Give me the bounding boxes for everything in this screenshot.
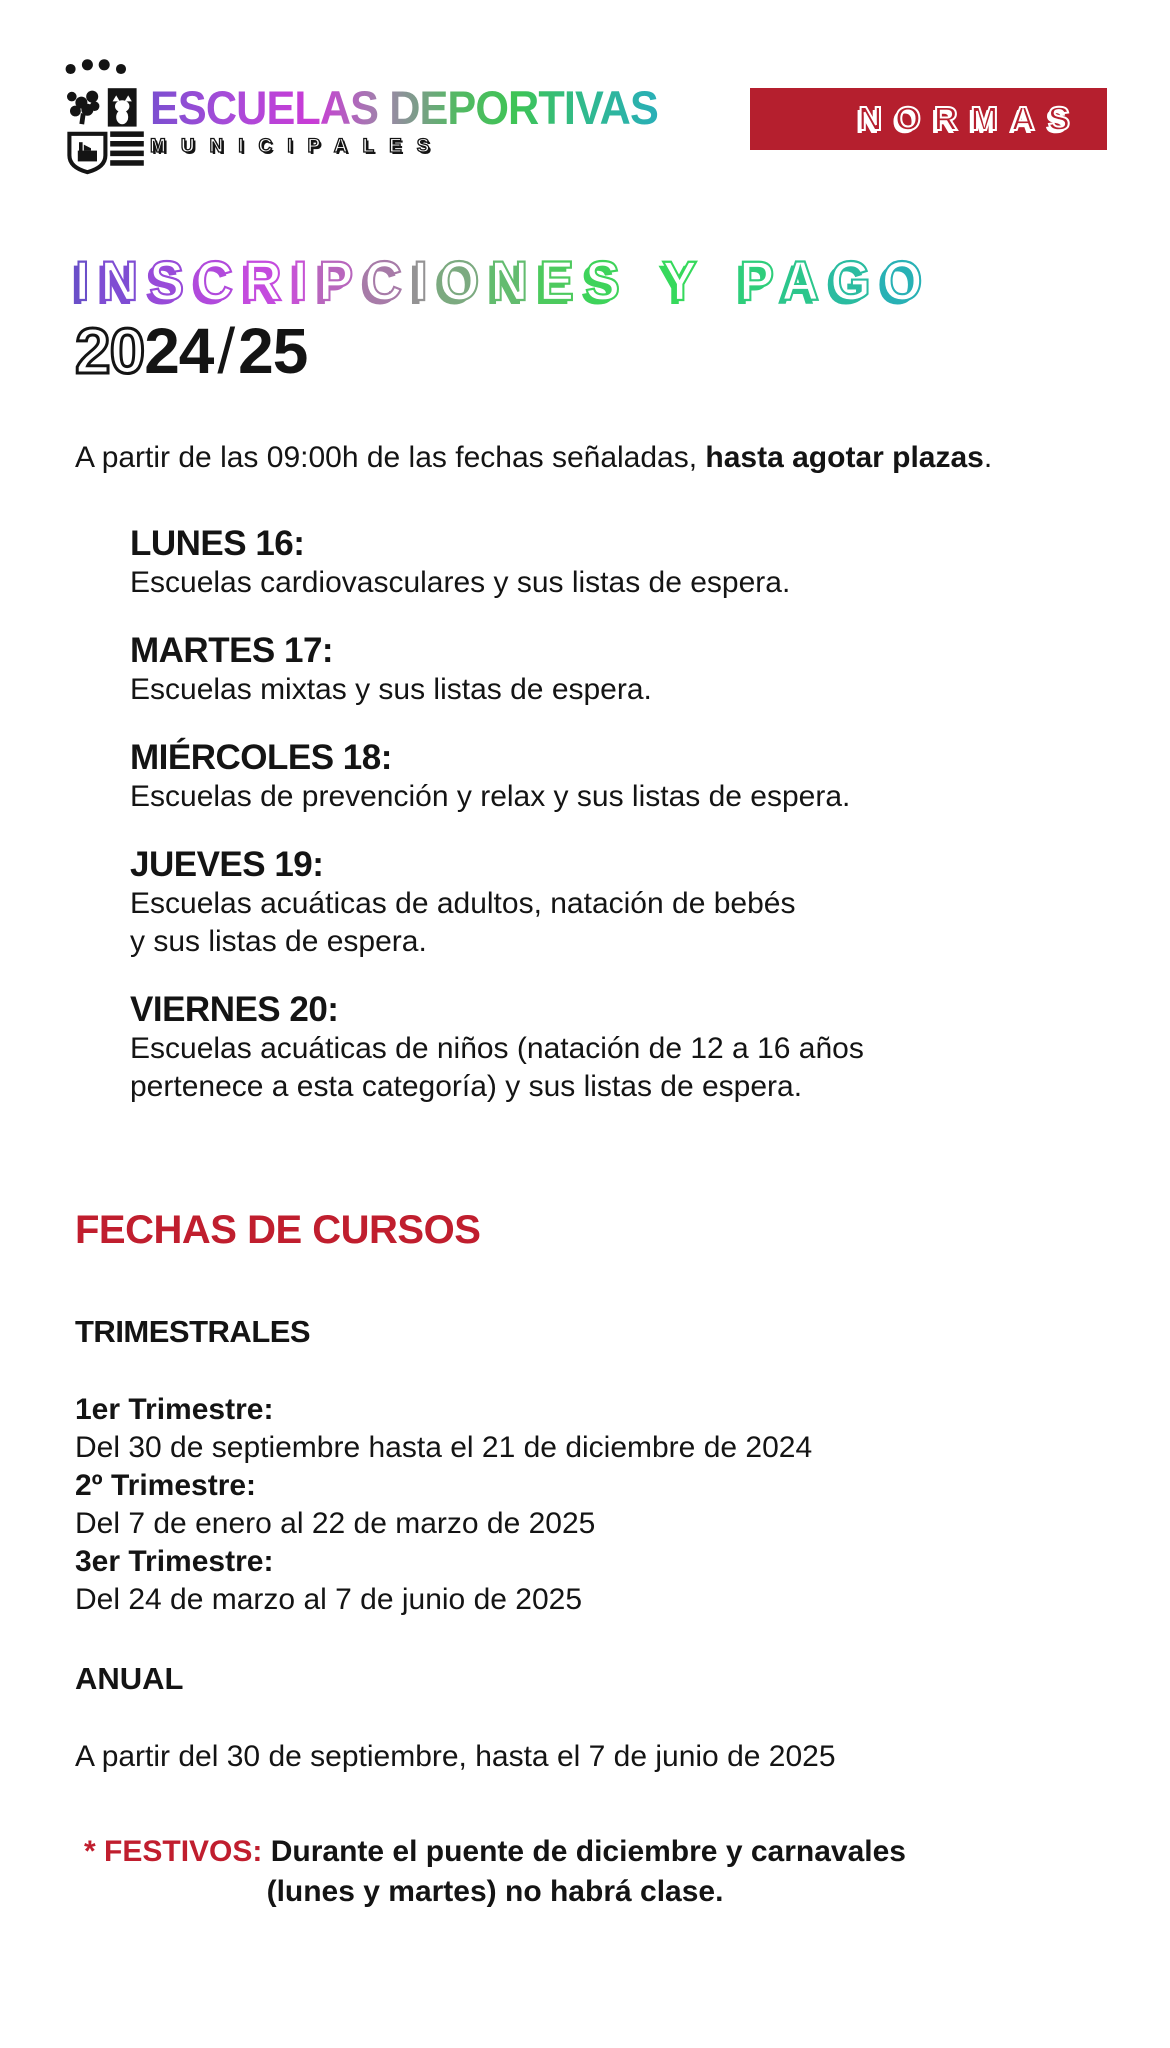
schedule-item-viernes	[130, 989, 1110, 1106]
trimester-item	[75, 1543, 1110, 1619]
season-slash: /	[217, 315, 235, 387]
trimester-dates: Del 7 de enero al 22 de marzo de 2025	[75, 1507, 596, 1540]
anual-heading: ANUAL	[75, 1661, 184, 1696]
brand-subtitle: MUNICIPALES	[150, 136, 445, 157]
trimester-label: 2º Trimestre:	[75, 1469, 257, 1502]
trimester-item	[75, 1391, 1110, 1467]
trimester-dates: Del 24 de marzo al 7 de junio de 2025	[75, 1583, 583, 1616]
intro-bold: hasta agotar plazas	[705, 441, 984, 474]
schedule-item-lunes	[130, 523, 1110, 602]
trimester-dates: Del 30 de septiembre hasta el 21 de diciembre de 2024	[75, 1431, 813, 1464]
season-outline: 20	[75, 315, 145, 387]
intro-text	[75, 439, 1110, 477]
day-description: y sus listas de espera.	[130, 925, 427, 958]
day-description: Escuelas mixtas y sus listas de espera.	[130, 673, 652, 706]
festivos-line1: Durante el puente de diciembre y carnavales	[270, 1835, 906, 1868]
festivos-note	[75, 1832, 915, 1912]
trimester-list	[75, 1391, 1110, 1619]
day-heading: JUEVES 19:	[130, 845, 324, 884]
trimester-item	[75, 1467, 1110, 1543]
trimestrales-heading: TRIMESTRALES	[75, 1314, 311, 1349]
schedule-item-miercoles	[130, 737, 1110, 816]
day-description: pertenece a esta categoría) y sus listas de espera.	[130, 1070, 803, 1103]
day-heading: VIERNES 20:	[130, 990, 339, 1029]
day-heading: MARTES 17:	[130, 631, 334, 670]
season-year2: 25	[238, 315, 308, 387]
day-description: Escuelas acuáticas de niños (natación de 12 a 16 años	[130, 1032, 864, 1065]
day-description: Escuelas cardiovasculares y sus listas de espera.	[130, 566, 791, 599]
day-description: Escuelas de prevención y relax y sus listas de espera.	[130, 780, 851, 813]
anual-dates: A partir del 30 de septiembre, hasta el 7 de junio de 2025	[75, 1740, 836, 1773]
trimester-label: 3er Trimestre:	[75, 1545, 274, 1578]
season-year1: 24	[144, 315, 214, 387]
day-description: Escuelas acuáticas de adultos, natación de bebés	[130, 887, 796, 920]
day-heading: LUNES 16:	[130, 524, 305, 563]
intro-normal: A partir de las 09:00h de las fechas señaladas,	[75, 441, 706, 474]
brand-title: ESCUELAS DEPORTIVAS	[150, 81, 658, 134]
trimester-label: 1er Trimestre:	[75, 1393, 274, 1426]
intro-period: .	[983, 441, 993, 474]
content	[75, 0, 1110, 1912]
schedule-item-jueves	[130, 844, 1110, 961]
courses-heading: FECHAS DE CURSOS	[75, 1208, 481, 1252]
day-heading: MIÉRCOLES 18:	[130, 738, 392, 777]
festivos-label: * FESTIVOS:	[84, 1835, 263, 1868]
page-title: INSCRIPCIONES Y PAGO	[75, 249, 934, 312]
season-label	[75, 315, 1110, 387]
festivos-line2: (lunes y martes) no habrá clase.	[266, 1875, 724, 1908]
normas-badge-label: NORMAS	[858, 100, 1083, 137]
schedule-item-martes	[130, 630, 1110, 709]
schedule-list	[130, 523, 1110, 1106]
